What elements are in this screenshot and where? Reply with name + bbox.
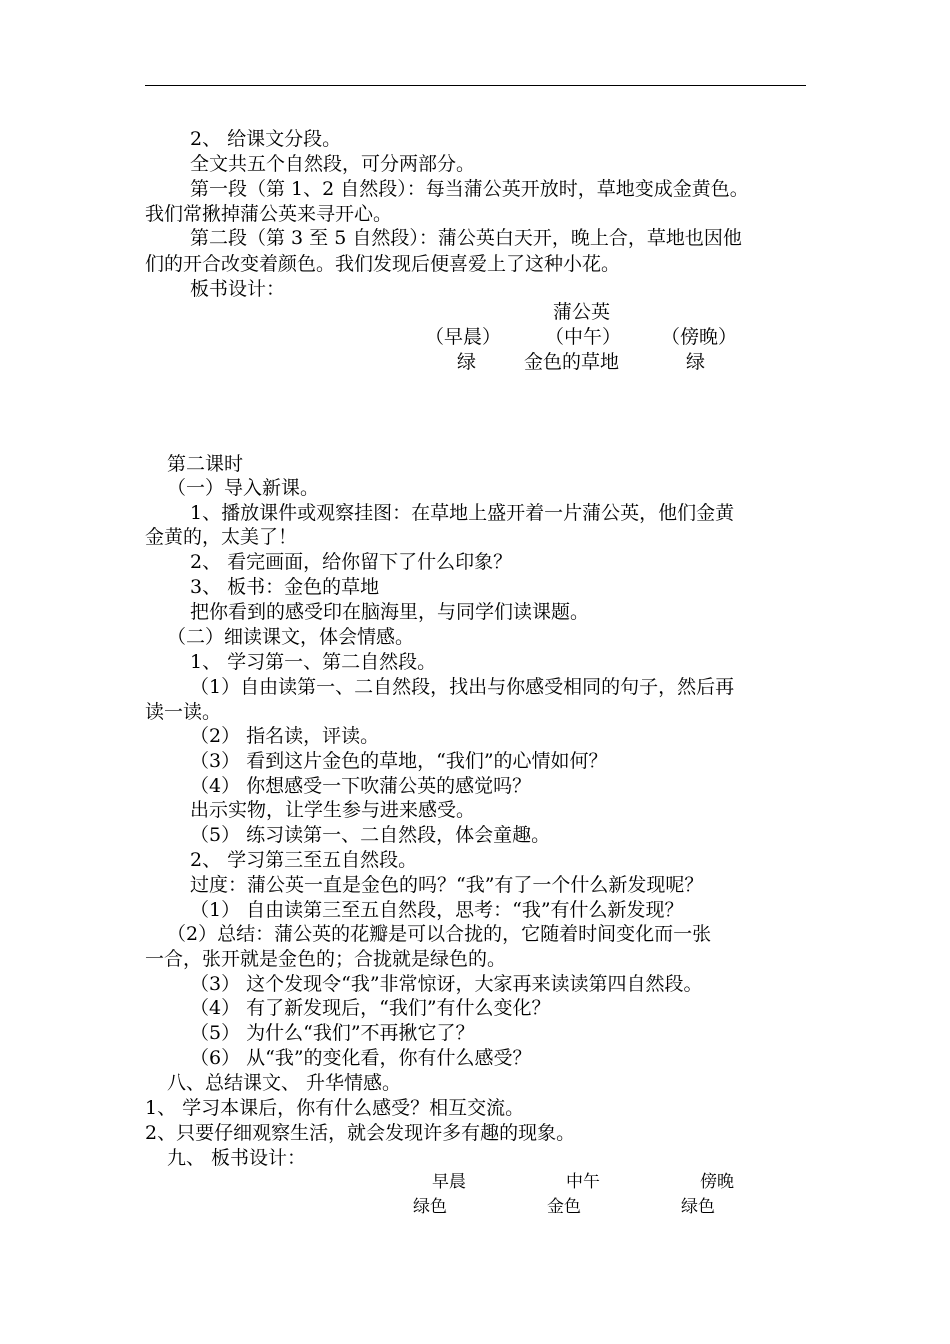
intro-heading: （一）导入新课。 [167, 477, 320, 499]
read2-q2-line1: （2）总结：蒲公英的花瓣是可以合拢的，它随着时间变化而一张 [167, 923, 712, 945]
read2-title: 2、 学习第三至五自然段。 [190, 849, 418, 871]
part1-line2: 我们常揪掉蒲公英来寻开心。 [145, 203, 393, 225]
board2-color-morning: 绿色 [413, 1197, 447, 1217]
read1-title: 1、 学习第一、第二自然段。 [190, 651, 437, 673]
item2-title: 2、 给课文分段。 [190, 128, 342, 150]
intro-item1-line1: 1、播放课件或观察挂图：在草地上盛开着一片蒲公英，他们金黄 [190, 502, 735, 524]
intro-item2: 2、 看完画面，给你留下了什么印象？ [190, 551, 513, 573]
read1-q5: （5） 练习读第一、二自然段，体会童趣。 [190, 824, 551, 846]
lesson2-heading: 第二课时 [167, 453, 244, 475]
read1-note: 出示实物，让学生参与进来感受。 [190, 799, 476, 821]
board-color-evening: 绿 [686, 351, 706, 373]
read2-q2-line2: 一合，张开就是金色的；合拢就是绿色的。 [145, 948, 507, 970]
board2-color-evening: 绿色 [681, 1197, 715, 1217]
board-color-morning: 绿 [457, 351, 477, 373]
part1-line1: 第一段（第 1、2 自然段）：每当蒲公英开放时，草地变成金黄色。 [190, 178, 749, 200]
intro-item1-line2: 金黄的，太美了！ [145, 526, 298, 548]
read1-q4: （4） 你想感受一下吹蒲公英的感觉吗？ [190, 775, 532, 797]
read2-q1: （1） 自由读第三至五自然段，思考：“我”有什么新发现？ [190, 899, 684, 921]
board-heading: 九、 板书设计： [167, 1147, 307, 1169]
board-title: 蒲公英 [553, 301, 611, 323]
board2-time-evening: 傍晚 [700, 1172, 734, 1192]
read1-q3: （3） 看到这片金色的草地，“我们”的心情如何？ [190, 750, 608, 772]
summary-line: 全文共五个自然段，可分两部分。 [190, 153, 476, 175]
board2-time-noon: 中午 [566, 1172, 600, 1192]
part2-line2: 们的开合改变着颜色。我们发现后便喜爱上了这种小花。 [145, 253, 621, 275]
read2-q4: （4） 有了新发现后，“我们”有什么变化？ [190, 997, 551, 1019]
read1-q1-line1: （1）自由读第一、二自然段，找出与你感受相同的句子，然后再 [190, 676, 735, 698]
board-label: 板书设计： [190, 278, 286, 300]
read1-q1-line2: 读一读。 [145, 701, 222, 723]
board-time-noon: （中午） [545, 326, 622, 348]
summary-item1: 1、 学习本课后，你有什么感受？相互交流。 [145, 1097, 525, 1119]
read2-q3: （3） 这个发现令“我”非常惊讶，大家再来读读第四自然段。 [190, 973, 703, 995]
read2-transition: 过度：蒲公英一直是金色的吗？“我”有了一个什么新发现呢？ [190, 874, 704, 896]
read-heading: （二）细读课文，体会情感。 [167, 626, 415, 648]
board2-time-morning: 早晨 [432, 1172, 466, 1192]
intro-item4: 把你看到的感受印在脑海里，与同学们读课题。 [190, 601, 590, 623]
board-time-evening: （傍晚） [661, 326, 738, 348]
board-time-morning: （早晨） [425, 326, 502, 348]
board2-color-noon: 金色 [547, 1197, 581, 1217]
summary-heading: 八、总结课文、 升华情感。 [167, 1072, 402, 1094]
board-color-noon: 金色的草地 [524, 351, 620, 373]
read1-q2: （2） 指名读，评读。 [190, 725, 380, 747]
header-rule [145, 85, 806, 86]
intro-item3: 3、 板书：金色的草地 [190, 576, 380, 598]
read2-q5: （5） 为什么“我们”不再揪它了？ [190, 1022, 475, 1044]
part2-line1: 第二段（第 3 至 5 自然段）：蒲公英白天开，晚上合，草地也因他 [190, 227, 742, 249]
read2-q6: （6） 从“我”的变化看，你有什么感受？ [190, 1047, 532, 1069]
summary-item2: 2、只要仔细观察生活，就会发现许多有趣的现象。 [145, 1122, 576, 1144]
